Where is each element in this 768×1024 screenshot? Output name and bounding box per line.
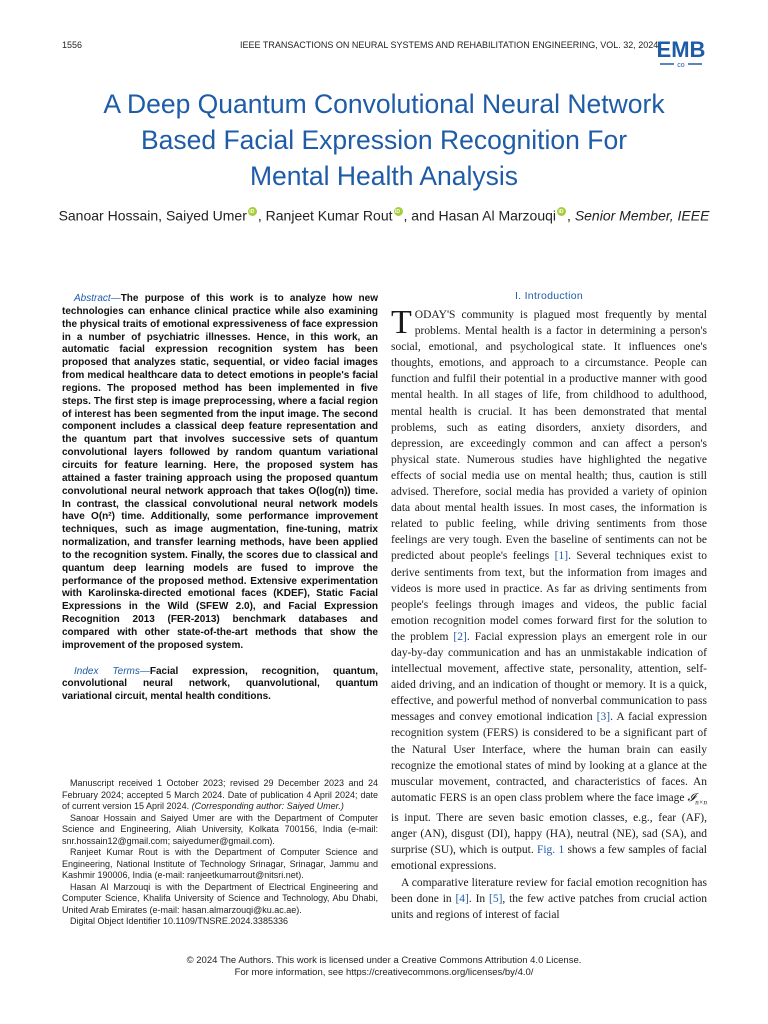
corresponding-author: (Corresponding author: Saiyed Umer.) [191,801,344,811]
footnote-affiliation-1: Sanoar Hossain and Saiyed Umer are with the Department of Computer Science and Engineering, Aliah University, Kolkata 700156, India (e-mail: snr.hossain12@gmail.com; saiyedumer@gmail.com). [62,812,378,846]
index-terms-dash: — [139,665,150,677]
intro-text: . Facial expression plays an emergent role in our day-by-day communication and has an unmistakable indication of intellectual movement, affective state, personality, attention, self-aided driving, and an indication of thought or memory. It is a quick, effective, and powerful method of nonverbal communication to pass messages and convey emotional indication [391,630,708,724]
intro-text: , the few active patches from crucial action units and regions of interest of facial [391,892,707,921]
citation-link[interactable]: [5] [488,892,503,905]
logo-sub: co [677,62,685,69]
index-terms-label: Index Terms [74,665,140,677]
intro-text: . A facial expression recognition system (FERS) is considered to be a significant part of the Natural User Interface, where the human brain can easily recognize the emotional states of mind by looking at a glance at the muscular movement, contracted, and characteristics of faces. An automatic FERS is an open class problem where the face image [391,711,707,804]
journal-header: IEEE TRANSACTIONS ON NEURAL SYSTEMS AND REHABILITATION ENGINEERING, VOL. 32, 2024 [240,40,659,50]
orcid-icon[interactable] [557,207,566,216]
orcid-icon[interactable] [394,207,403,216]
intro-text: A comparative literature review for facial emotion recognition has been done in [391,876,707,905]
paper-title [40,86,728,194]
intro-text: . In [468,892,489,905]
section-heading-introduction: I. Introduction [514,290,584,302]
footnote-affiliation-3: Hasan Al Marzouqi is with the Department of Electrical Engineering and Computer Science, Khalifa University of Science and Technology, Abu Dhabi, United Arab Emirates (e-mail: hasan.almarzouqi@ku.ac.ae). [62,881,378,915]
footnote-manuscript [62,778,378,813]
intro-text: . Several techniques exist to derive sentiments from text, but the information from images and videos is more used in practice. As far as driving sentiments from people's feelings through images and videos, the public facial emotion recognition model comes forward first for the solution to the problem [391,550,707,643]
footnote-affiliation-2: Ranjeet Kumar Rout is with the Department of Computer Science and Engineering, National Institute of Technology Srinagar, Srinagar, Jammu and Kashmir 190006, India (e-mail: ranjeetkumarrout@nitsri.net). [62,847,378,880]
title-line-3: Mental Health Analysis [249,161,519,191]
abstract-dash: — [110,293,121,304]
title-line-2: Based Facial Expression Recognition For [140,125,628,155]
drop-cap: T [391,304,412,341]
right-column [391,290,707,923]
orcid-icon[interactable] [248,207,257,216]
author-group-3: , and Hasan Al Marzouqi [403,207,557,224]
citation-link[interactable]: [3] [596,711,611,724]
intro-paragraph-1 [391,304,708,875]
title-line-1: A Deep Quantum Convolutional Neural Network [103,89,665,119]
math-subscript: n×n [695,798,707,807]
license-footer [0,955,768,979]
citation-link[interactable]: [1] [554,550,569,563]
citation-link[interactable]: [4] [455,892,469,905]
author-group-2: , Ranjeet Kumar Rout [257,207,393,224]
manuscript-dates: Manuscript received 1 October 2023; revised 29 December 2023 and 24 February 2024; accepted 5 March 2024. Date of publication 4 April 2024; date of current version 15 April 2024. [62,778,378,811]
abstract [62,293,378,653]
abstract-text: The purpose of this work is to analyze how new technologies can enhance clinical practice while also examining the physical traits of emotional expressiveness of face expression in a number of psychiatric illnesses. Hence, in this work, an automatic facial expression recognition system has been proposed that analyzes static, sequential, or video facial images from medical healthcare data to detect emotions in people's facial regions. The proposed method has been implemented in five steps. The first step is image preprocessing, where a facial region of interest has been segmented from the input image. The second component includes a classical deep feature representation and the quantum part that involves successive sets of quantum convolutional layers followed by random quantum variational circuits for feature learning. Here, the proposed system has attained a faster training approach using the proposed quantum convolutional neural network approach that takes O(log(n)) time. In contrast, the classical convolutional neural network models have O(n²) time. Additionally, some performance improvement techniques, such as image augmentation, fine-tuning, matrix normalization, and transfer learning methods, have been applied to the recognition system. Finally, the scores due to classical and quantum deep learning models are fused to improve the performance of the proposed method. Extensive experimentation with Karolinska-directed emotional faces (KDEF), Static Facial Expressions in the Wild (SFEW 2.0), and Facial Expression Recognition 2013 (FER-2013) benchmark databases and compared with other state-of-the-art methods that show the improvement of the proposed system. [62,293,378,651]
footnote-doi: Digital Object Identifier 10.1109/TNSRE.2024.3385336 [70,916,288,926]
figure-link[interactable]: Fig. 1 [536,844,565,857]
citation-link[interactable]: [2] [453,630,467,643]
author-sep: , [567,207,575,224]
license-line-1: © 2024 The Authors. This work is licensed under a Creative Commons Attribution 4.0 License. [186,955,582,966]
abstract-label: Abstract [74,293,111,304]
intro-text: ODAY'S community is plagued most frequently by mental problems. Mental health is a factor in determining a person's social, emotional, and psychological state. It influences one's thoughts, emotions, and approach to a circumstance. People can function and fulfil their potential in a productive manner with good mental health. In all stages of life, from childhood to adulthood, mental health is crucial. It has been demonstrated that mental problems, such as eating disorders, anxiety disorders, and depression, are exceedingly common and can affect a person's physical state. Numerous studies have highlighted the negative effects of social media use on mental health; thus, caution is still advised. Therefore, social media has provided a variety of opinion data about mental health issues. In most cases, the information is related to public feeling, while driving sentiments from those feelings are very tough. Even the baseline of sentiments can not be predicted about people's feelings [391,309,707,563]
index-terms [62,666,378,705]
footnotes [62,778,378,928]
page-number: 1556 [62,40,83,50]
intro-text: shows a few samples of facial emotional expressions. [391,844,708,873]
logo-text: EMB [656,37,706,62]
index-terms-text: Facial expression, recognition, quantum, convolutional neural network, quanvolutional, quantum variational circuit, mental health conditions. [62,665,379,703]
license-line-2[interactable]: For more information, see https://creativecommons.org/licenses/by/4.0/ [234,967,534,978]
author-group-1: Sanoar Hossain, Saiyed Umer [58,207,247,224]
author-role: Senior Member, IEEE [574,207,710,224]
intro-text: is input. There are seven basic emotion classes, e.g., fear (AF), anger (AN), disgust (DI), happy (HA), neutral (NE), sad (SA), and surprise (SU), which is output. [391,812,707,857]
intro-paragraph-2 [391,875,707,923]
emb-logo [656,36,706,72]
author-list [40,206,728,224]
left-column [62,293,378,704]
math-symbol: 𝓘 [687,791,696,804]
